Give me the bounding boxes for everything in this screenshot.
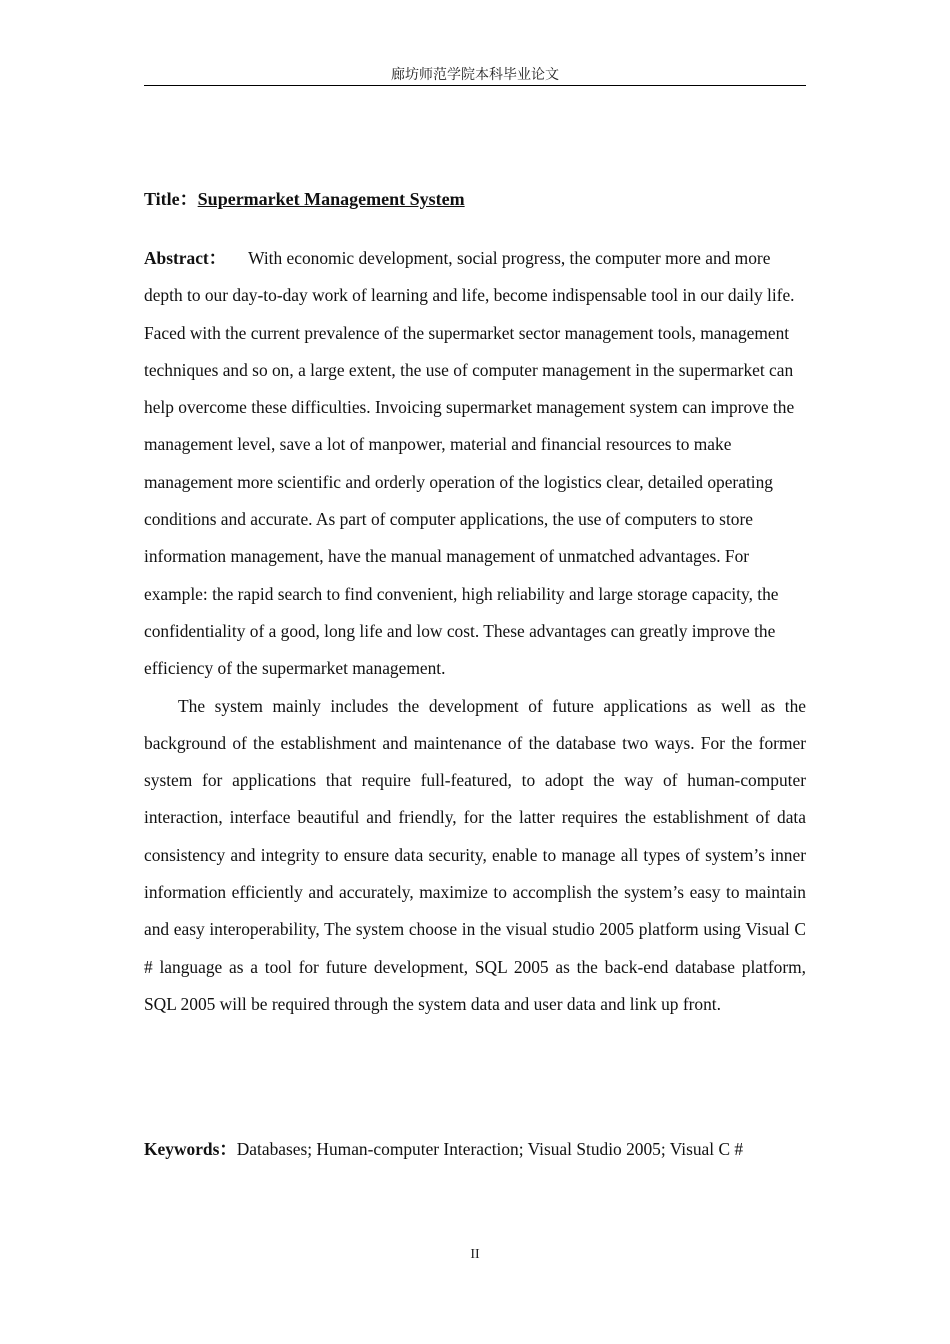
keywords-label: Keywords：: [144, 1139, 237, 1159]
keywords-value: Databases; Human-computer Interaction; Visual Studio 2005; Visual C #: [236, 1139, 744, 1159]
title-label: Title：: [144, 189, 198, 209]
title-value: Supermarket Management System: [197, 189, 465, 209]
page-number: II: [470, 1247, 480, 1262]
page-header: 廊坊师范学院本科毕业论文: [391, 68, 559, 83]
title-line: [144, 186, 465, 212]
abstract-paragraph-1: [144, 240, 806, 688]
abstract-paragraph-1-text: With economic development, social progress, the computer more and more depth to our day-to-day work of learning and life, become indispensable tool in our daily life. Faced with the current prevalence of the supermarket sector management tools, management techniques and so on, a large extent, the use of computer management in the supermarket can help overcome these difficulties. Invoicing supermarket management system can improve the management level, save a lot of manpower, material and financial resources to make management more scientific and orderly operation of the logistics clear, detailed operating conditions and accurate. As part of computer applications, the use of computers to store information management, have the manual management of unmatched advantages. For example: the rapid search to find convenient, high reliability and large storage capacity, the confidentiality of a good, long life and low cost. These advantages can greatly improve the efficiency of the supermarket management.: [144, 248, 795, 679]
abstract-paragraph-2: The system mainly includes the development of future applications as well as the background of the establishment and maintenance of the database two ways. For the former system for applications that require full-featured, to adopt the way of human-computer interaction, interface beautiful and friendly, for the latter requires the establishment of data consistency and integrity to ensure data security, enable to manage all types of system’s inner information efficiently and accurately, maximize to accomplish the system’s easy to maintain and easy interoperability, The system choose in the visual studio 2005 platform using Visual C # language as a tool for future development, SQL 2005 as the back-end database platform, SQL 2005 will be required through the system data and user data and link up front.: [144, 695, 806, 1014]
header-rule: [144, 85, 806, 86]
abstract-label: Abstract：: [144, 248, 227, 268]
keywords-line: [144, 1136, 824, 1162]
abstract-body: [144, 240, 806, 1023]
